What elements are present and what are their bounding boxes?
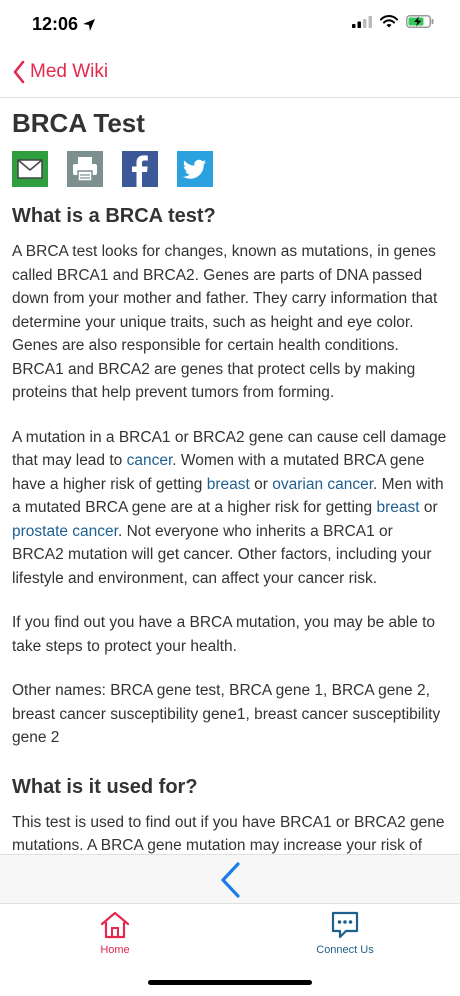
paragraph-2-text-3: or	[249, 475, 273, 493]
facebook-icon[interactable]	[122, 151, 158, 187]
bottom-toolbar	[0, 854, 460, 904]
chat-icon	[329, 910, 361, 940]
paragraph-2-text-4: . Men with a mutated BRCA gene are at a higher risk for getting	[12, 475, 444, 516]
tab-home[interactable]	[80, 910, 150, 956]
link-prostate-cancer[interactable]: prostate cancer	[12, 522, 118, 540]
link-breast[interactable]: breast	[206, 475, 250, 493]
status-time	[32, 14, 96, 35]
twitter-icon[interactable]	[177, 151, 213, 187]
paragraph-2	[12, 426, 448, 591]
battery-charging-icon	[406, 15, 434, 28]
home-indicator	[148, 980, 312, 985]
back-button-label: Med Wiki	[30, 61, 109, 82]
location-arrow-icon	[82, 18, 96, 32]
paragraph-2-text-5: or	[419, 499, 438, 516]
wifi-icon	[380, 15, 398, 28]
status-bar	[0, 0, 460, 50]
print-icon[interactable]	[67, 151, 103, 187]
article-content[interactable]	[0, 98, 460, 854]
link-breast-2[interactable]: breast	[376, 499, 420, 516]
paragraph-3: If you find out you have a BRCA mutation, you may be able to take steps to protect your health.	[12, 614, 436, 655]
back-button[interactable]	[12, 60, 108, 84]
status-icons	[352, 15, 434, 28]
status-time-text: 12:06	[32, 14, 79, 34]
paragraph-4: Other names: BRCA gene test, BRCA gene 1, BRCA gene 2, breast cancer susceptibility gene1, breast cancer susceptibility gene 2	[12, 682, 441, 746]
chevron-left-icon	[12, 60, 26, 84]
paragraph-1: A BRCA test looks for changes, known as mutations, in genes called BRCA1 and BRCA2. Genes are parts of DNA passed down from your mother and father. They carry information that determine your unique traits, such as height and eye color. Genes are also responsible for certain health conditions. BRCA1 and BRCA2 are genes that protect cells by making proteins that help prevent tumors from forming.	[12, 243, 438, 401]
section-heading-what-is: What is a BRCA test?	[12, 205, 216, 227]
paragraph-2-text-2: . Women with a mutated BRCA gene have a higher risk of getting	[12, 452, 425, 493]
navigation-bar	[0, 50, 460, 98]
tab-connect-us[interactable]	[300, 910, 390, 956]
tab-home-label: Home	[100, 944, 130, 956]
share-buttons	[12, 151, 448, 187]
link-cancer[interactable]: cancer	[126, 452, 173, 469]
paragraph-5: This test is used to find out if you have BRCA1 or BRCA2 gene mutations. A BRCA gene mutation may increase your risk of	[12, 813, 445, 854]
toolbar-back-chevron-icon[interactable]	[216, 861, 244, 899]
page-title: BRCA Test	[12, 108, 145, 138]
home-icon	[99, 910, 131, 940]
paragraph-2-text-1: A mutation in a BRCA1 or BRCA2 gene can cause cell damage that may lead to	[12, 428, 447, 469]
tab-connect-us-label: Connect Us	[316, 944, 374, 956]
link-ovarian-cancer[interactable]: ovarian cancer	[272, 475, 374, 493]
paragraph-2-text-6: . Not everyone who inherits a BRCA1 or BRCA2 mutation will get cancer. Other factors, including your lifestyle and environment, can affect your cancer risk.	[12, 522, 432, 587]
section-heading-used-for: What is it used for?	[12, 775, 198, 798]
cellular-signal-icon	[352, 16, 372, 28]
email-icon[interactable]	[12, 151, 48, 187]
